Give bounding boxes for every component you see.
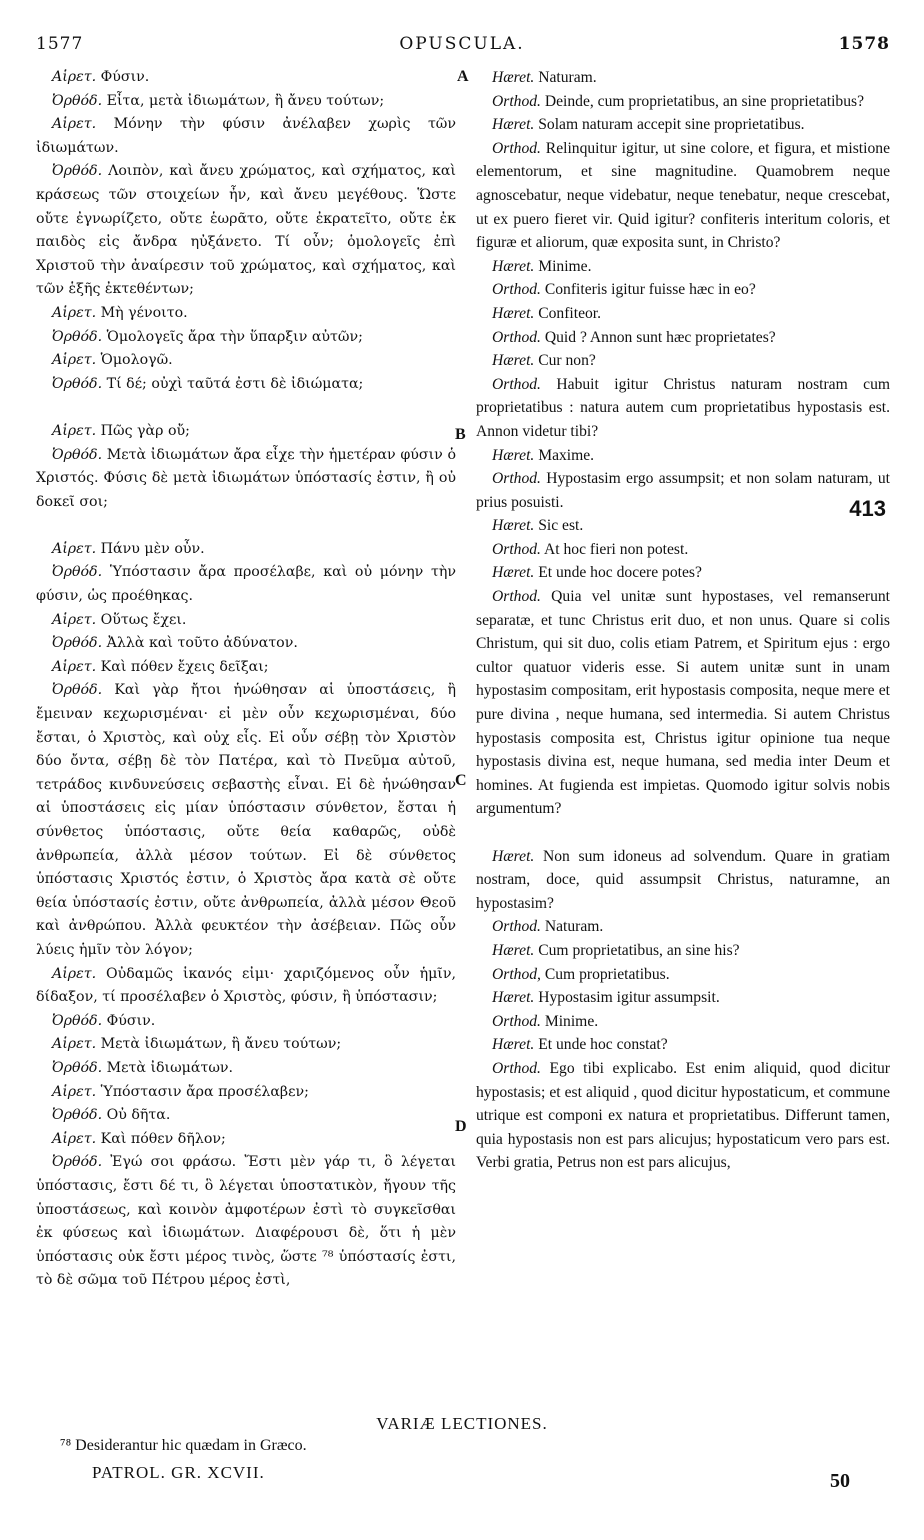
speaker-label: Ὀρθόδ. (52, 163, 103, 180)
dialogue-paragraph (36, 373, 456, 397)
speaker-label: Ὀρθόδ. (52, 635, 103, 652)
dialogue-paragraph (36, 326, 456, 350)
margin-letter-c: C (455, 772, 467, 789)
speech-text: Ego tibi explicabo. Est enim aliquid, quod dicitur hypostasis; et est aliquid , quod dicitur hypostaticum, et commune utrique est componi ex natura et proprietatibus. Differunt tamen, quia hypostasis non est pars alicujus; hypostaticum vero pars est. Verbi gratia, Petrus non est pars alicujus, (476, 1059, 890, 1172)
dialogue-paragraph (36, 1081, 456, 1105)
speaker-label: Αἱρετ. (52, 540, 97, 557)
speech-text: Cum proprietatibus, an sine his? (538, 941, 740, 959)
speech-text: Quid ? Annon sunt hæc proprietates? (544, 328, 776, 346)
paragraph-gap (36, 514, 456, 538)
dialogue-paragraph (36, 420, 456, 444)
speech-text: Ἐγώ σοι φράσω. Ἔστι μὲν γάρ τι, ὃ λέγεται ὑπόστασις, ἔστι δέ τι, ὃ λέγεται ὑποστατικὸν, ἤγουν τῆς ὑποστάσεως, καὶ κοινὸν ἀμφοτέρων ἐστὶ τὸ συγκεῖσθαι ἐκ φύσεως καὶ ἰδιωμάτων. Διαφέρουσι δὲ, ὅτι ἡ μὲν ὑπόστασις οὐκ ἔστι μέρος τινὸς, ὥστε ⁷⁸ ὑπόστασίς ἐστι, τὸ δὲ σῶμα τοῦ Πέτρου μέρος ἐστὶ, (36, 1154, 456, 1289)
speaker-label: Orthod. (492, 281, 541, 299)
dialogue-paragraph (36, 1128, 456, 1152)
speaker-label: Αἱρετ. (52, 965, 97, 982)
speech-text: Τί δέ; οὐχὶ ταῦτά ἐστι δὲ ἰδιώματα; (106, 375, 364, 392)
dialogue-paragraph (36, 561, 456, 608)
speaker-label: Orthod. (492, 588, 541, 606)
speech-text: Ὑπόστασιν ἄρα προσέλαβε, καὶ οὐ μόνην τὴν φύσιν, ὡς προέθηκας. (36, 564, 456, 605)
dialogue-paragraph (36, 66, 456, 90)
speaker-label: Hæret. (492, 69, 535, 86)
speaker-label: Ὀρθόδ. (52, 564, 103, 581)
speaker-label: Ὀρθόδ. (52, 375, 103, 392)
dialogue-paragraph (476, 939, 890, 963)
dialogue-paragraph (476, 467, 890, 514)
speech-text: Καὶ γὰρ ἤτοι ἡνώθησαν αἱ ὑποστάσεις, ἢ ἔμειναν κεχωρισμέναι· εἰ μὲν οὖν κεχωρισμέναι, δύο ἔσται, ὁ Χριστὸς, καὶ οὐχ εἷς. Εἰ οὖν σέβῃ τὸν Χριστὸν δύο ὄντα, σέβῃ δὲ τὸν Πατέρα, καὶ τὸ Πνεῦμα αὐτοῦ, τετράδος κινδυνεύσεις σεβαστὴς εἶναι. Εἰ δὲ ἡνώθησαν αἱ ὑποστάσεις εἰς μίαν ὑπόστασιν σύνθετον, ἔσται ἡ σύνθετος ὑπόστασις, οὔτε θεία καθαρῶς, οὐδὲ ἀνθρωπεία, ἀλλὰ μέσον τούτων. Εἰ δὲ σύνθετος ὑπόστασις Χριστός ἐστιν, ὁ Χριστὸς ἄρα κατὰ σὲ οὔτε θεία ὑπόστασίς ἐστιν, οὔτε ἀνθρωπεία, ἀλλὰ μέσον Θεοῦ καὶ ἀνθρώπου. Ἀλλὰ φευκτέον τὴν ἀσέβειαν. Πῶς οὖν λύεις ἡμῖν τὸν λόγον; (36, 682, 456, 958)
margin-column-number: 413 (849, 496, 886, 521)
speech-text: Minime. (538, 257, 592, 275)
speaker-label: Ὀρθόδ. (52, 1012, 103, 1029)
speaker-label: Αἱρετ. (52, 611, 97, 628)
speech-text: Ὁμολογεῖς ἄρα τὴν ὕπαρξιν αὐτῶν; (106, 328, 363, 345)
speech-text: Οὕτως ἔχει. (100, 611, 187, 628)
speaker-label: Orthod. (492, 139, 541, 157)
speech-text: Naturam. (544, 918, 604, 936)
speaker-label: Αἱρετ. (52, 1083, 97, 1100)
speech-text: Minime. (544, 1012, 599, 1030)
running-title: OPUSCULA. (399, 34, 525, 54)
speaker-label: Αἱρετ. (52, 69, 97, 85)
speech-text: Καὶ πόθεν δῆλον; (100, 1130, 226, 1147)
speaker-label: Αἱρετ. (52, 304, 97, 321)
speaker-label: Hæret. (492, 116, 535, 134)
margin-letter-b: B (455, 426, 466, 443)
speaker-label: Αἱρετ. (52, 422, 97, 439)
speaker-label: Ὀρθόδ. (52, 92, 103, 109)
paragraph-gap (476, 821, 890, 845)
speech-text: Μετὰ ἰδιωμάτων ἄρα εἶχε τὴν ἡμετέραν φύσιν ὁ Χριστός. Φύσις δὲ μετὰ ἰδιωμάτων ὑπόστασίς ἐστιν, ἢ οὐ δοκεῖ σοι; (36, 446, 456, 510)
speaker-label: Orthod. (492, 1012, 541, 1030)
dialogue-paragraph (476, 255, 890, 279)
speaker-label: Ὀρθόδ. (52, 1059, 103, 1076)
dialogue-paragraph (36, 963, 456, 1010)
speech-text: Habuit igitur Christus naturam nostram cum proprietatibus : natura autem cum proprietatibus hypostasis est. Annon videtur tibi? (476, 375, 890, 440)
dialogue-paragraph (36, 656, 456, 680)
speech-text: Hypostasim ergo assumpsit; et non solam naturam, ut prius posuisti. (476, 470, 890, 511)
dialogue-paragraph (36, 302, 456, 326)
speech-text: Καὶ πόθεν ἔχεις δεῖξαι; (100, 658, 269, 675)
column-number-right: 1578 (838, 34, 890, 54)
dialogue-paragraph (36, 160, 456, 302)
speaker-label: Ὀρθόδ. (52, 328, 103, 345)
speaker-label: Orthod, (492, 965, 541, 983)
speaker-label: Orthod. (492, 918, 541, 936)
speech-text: Cum proprietatibus. (544, 965, 670, 983)
speaker-label: Ὀρθόδ. (52, 682, 103, 699)
speaker-label: Orthod. (492, 328, 541, 346)
dialogue-paragraph (476, 349, 890, 373)
dialogue-paragraph (476, 326, 890, 350)
speech-text: Φύσιν. (100, 69, 150, 85)
speech-text: Ὑπόστασιν ἄρα προσέλαβεν; (100, 1083, 309, 1100)
speaker-label: Αἱρετ. (52, 658, 97, 675)
speech-text: Solam naturam accepit sine proprietatibus. (538, 116, 805, 134)
dialogue-paragraph (36, 113, 456, 160)
variae-lectiones-title: VARIÆ LECTIONES. (376, 1414, 548, 1433)
speech-text: Οὐδαμῶς ἱκανός εἰμι· χαριζόμενος οὖν ἡμῖν, δίδαξον, τί προσέλαβεν ὁ Χριστὸς, φύσιν, ἢ ὑπόστασιν; (36, 965, 456, 1006)
margin-letter-d: D (455, 1118, 467, 1135)
dialogue-paragraph (476, 90, 890, 114)
dialogue-paragraph (476, 1057, 890, 1175)
dialogue-paragraph (36, 1010, 456, 1034)
speech-text: Maxime. (538, 446, 595, 464)
dialogue-paragraph (476, 561, 890, 585)
speaker-label: Ὀρθόδ. (52, 1107, 103, 1124)
greek-column (36, 66, 456, 1396)
speech-text: Sic est. (538, 517, 584, 535)
speech-text: At hoc fieri non potest. (544, 540, 689, 558)
speech-text: Quia vel unitæ sunt hypostases, vel remanserunt separatæ, et tunc Christus erit duo, et non unus. Quare si colis Christum, qui sit duo, colis etiam Patrem, et Spiritum ejus : ergo cultor quatuor videris esse. Si autem unitæ sunt in unam hypostasim compositam, erit hypostasis composita, neque mere et pure divina , neque humana, sed intermedia. Si autem Christus hypostasis composita est, Christus igitur opinione tua neque hypostasis divina est, neque humana, sed media inter Deum et homines. At fugienda est impietas. Quomodo igitur solvis nobis argumentum? (476, 588, 890, 818)
speech-text: Cur non? (538, 352, 596, 370)
speech-text: Ὁμολογῶ. (100, 352, 173, 369)
speaker-label: Orthod. (492, 375, 541, 393)
paragraph-gap (36, 396, 456, 420)
dialogue-paragraph (36, 1033, 456, 1057)
variant-note: ⁷⁸ Desiderantur hic quædam in Græco. (60, 1437, 307, 1454)
speaker-label: Hæret. (492, 1036, 535, 1054)
speech-text: Πάνυ μὲν οὖν. (100, 540, 205, 557)
dialogue-paragraph (36, 538, 456, 562)
speech-text: Λοιπὸν, καὶ ἄνευ χρώματος, καὶ σχήματος, καὶ κράσεως τῶν στοιχείων ἦν, καὶ ἄνευ μεγέθους. Ὥστε οὔτε ἐγνωρίζετο, οὔτε ἑωρᾶτο, οὔτε ἐκρατεῖτο, οὔτε ἐκ παιδὸς εἰς ἄνδρα ηὐξάνετο. Τί οὖν; ὁμολογεῖς ἐπὶ Χριστοῦ τὴν ἀναίρεσιν τοῦ χρώματος, καὶ σχήματος, καὶ τῶν ἑξῆς ἐκτεθέντων; (36, 163, 456, 298)
dialogue-paragraph (36, 349, 456, 373)
speaker-label: Hæret. (492, 257, 535, 275)
speaker-label: Hæret. (492, 304, 535, 322)
column-number-left: 1577 (36, 34, 84, 54)
dialogue-paragraph (36, 632, 456, 656)
dialogue-paragraph (36, 444, 456, 515)
dialogue-paragraph (36, 609, 456, 633)
speech-text: Μετὰ ἰδιωμάτων, ἢ ἄνευ τούτων; (100, 1036, 342, 1053)
dialogue-paragraph (476, 1033, 890, 1057)
speaker-label: Αἱρετ. (52, 116, 97, 133)
speaker-label: Hæret. (492, 941, 535, 959)
speech-text: Οὐ δῆτα. (106, 1107, 171, 1124)
speaker-label: Αἱρετ. (52, 1036, 97, 1053)
latin-column (476, 66, 890, 1396)
speech-text: Et unde hoc constat? (538, 1036, 668, 1054)
speech-text: Et unde hoc docere potes? (538, 564, 702, 582)
speaker-label: Hæret. (492, 847, 535, 865)
dialogue-paragraph (476, 66, 890, 90)
speaker-label: Orthod. (492, 470, 541, 488)
speaker-label: Ὀρθόδ. (52, 1154, 103, 1171)
dialogue-paragraph (476, 915, 890, 939)
speaker-label: Ὀρθόδ. (52, 446, 103, 463)
speech-text: Naturam. (538, 69, 597, 86)
dialogue-paragraph (476, 278, 890, 302)
dialogue-paragraph (36, 1104, 456, 1128)
page-number: 50 (830, 1470, 850, 1492)
dialogue-paragraph (476, 963, 890, 987)
margin-letter-a: A (457, 68, 469, 85)
dialogue-paragraph (476, 845, 890, 916)
dialogue-paragraph (476, 538, 890, 562)
speaker-label: Orthod. (492, 92, 541, 110)
speech-text: Μὴ γένοιτο. (100, 304, 188, 321)
dialogue-paragraph (476, 444, 890, 468)
speaker-label: Hæret. (492, 989, 535, 1007)
speaker-label: Hæret. (492, 352, 535, 370)
speech-text: Deinde, cum proprietatibus, an sine proprietatibus? (544, 92, 865, 110)
dialogue-paragraph (476, 137, 890, 255)
dialogue-paragraph (476, 514, 890, 538)
speaker-label: Hæret. (492, 446, 535, 464)
dialogue-paragraph (476, 585, 890, 821)
speech-text: Μετὰ ἰδιωμάτων. (106, 1059, 234, 1076)
speech-text: Confiteris igitur fuisse hæc in eo? (544, 281, 756, 299)
dialogue-paragraph (476, 302, 890, 326)
speaker-label: Hæret. (492, 564, 535, 582)
speaker-label: Orthod. (492, 540, 541, 558)
speech-text: Non sum idoneus ad solvendum. Quare in gratiam nostram, doce, quid assumpsit Christus, naturamne, an hypostasim? (476, 847, 890, 912)
speech-text: Μόνην τὴν φύσιν ἀνέλαβεν χωρὶς τῶν ἰδιωμάτων. (36, 116, 456, 156)
dialogue-paragraph (36, 679, 456, 962)
speaker-label: Αἱρετ. (52, 1130, 97, 1147)
dialogue-paragraph (36, 90, 456, 114)
speaker-label: Hæret. (492, 517, 535, 535)
speech-text: Relinquitur igitur, ut sine colore, et figura, et mistione elementorum, et sine magnitudine. Quamobrem neque agnoscebatur, neque videbatur, neque tenebatur, neque crescebat, ut ex puero fieret vir. Quid igitur? confiteris interitum coloris, et figuræ et aliorum, quæ exposita sunt, in Christo? (476, 139, 890, 252)
dialogue-paragraph (36, 1057, 456, 1081)
dialogue-paragraph (476, 373, 890, 444)
speech-text: Hypostasim igitur assumpsit. (538, 989, 720, 1007)
speech-text: Πῶς γὰρ οὔ; (100, 422, 190, 439)
speech-text: Εἶτα, μετὰ ἰδιωμάτων, ἢ ἄνευ τούτων; (106, 92, 385, 109)
dialogue-paragraph (476, 113, 890, 137)
dialogue-paragraph (476, 1010, 890, 1034)
speaker-label: Orthod. (492, 1059, 541, 1077)
speaker-label: Αἱρετ. (52, 352, 97, 369)
speech-text: Ἀλλὰ καὶ τοῦτο ἀδύνατον. (106, 635, 298, 652)
dialogue-paragraph (36, 1151, 456, 1293)
speech-text: Confiteor. (538, 304, 602, 322)
patrologia-footer: PATROL. GR. XCVII. (92, 1463, 265, 1482)
dialogue-paragraph (476, 986, 890, 1010)
speech-text: Φύσιν. (106, 1012, 156, 1029)
